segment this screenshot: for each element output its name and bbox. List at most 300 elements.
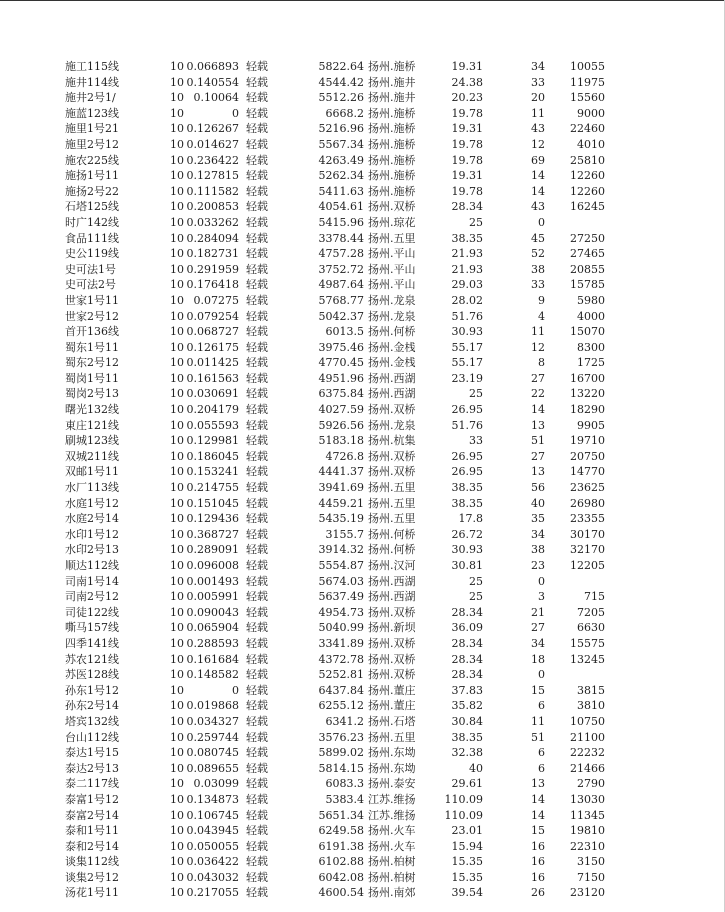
length-cell: 24.38 <box>451 75 483 89</box>
voltage-cell: 10 <box>170 340 184 354</box>
amount-cell: 26980 <box>570 496 605 510</box>
voltage-cell: 10 <box>170 153 184 167</box>
amount-cell: 16245 <box>570 200 605 214</box>
substation-cell: 扬州.施桥 <box>368 60 416 73</box>
substation-cell: 扬州.西湖 <box>368 574 416 588</box>
voltage-cell: 10 <box>170 91 184 105</box>
line-name-cell: 泰和2号14 <box>65 839 119 853</box>
load-status-cell: 轻载 <box>246 356 268 370</box>
length-cell: 30.84 <box>451 714 483 728</box>
length-cell: 17.8 <box>458 512 483 526</box>
length-cell: 32.38 <box>451 746 483 760</box>
table-row <box>0 839 725 855</box>
load-status-cell: 轻载 <box>246 839 268 853</box>
voltage-cell: 10 <box>170 481 184 495</box>
length-cell: 37.83 <box>451 683 483 697</box>
top-border <box>0 0 725 1</box>
length-cell: 21.93 <box>451 247 483 261</box>
count-cell: 21 <box>531 605 545 619</box>
amount-cell: 13030 <box>570 792 605 806</box>
capacity-cell: 5383.4 <box>325 792 364 806</box>
amount-cell: 20750 <box>570 449 605 463</box>
length-cell: 19.31 <box>451 60 483 73</box>
length-cell: 36.09 <box>451 621 483 635</box>
length-cell: 23.19 <box>451 371 483 385</box>
load-status-cell: 轻载 <box>246 106 268 120</box>
substation-cell: 江苏.维扬 <box>368 808 416 822</box>
substation-cell: 扬州.何桥 <box>368 543 416 557</box>
load-status-cell: 轻载 <box>246 387 268 401</box>
capacity-cell: 3155.7 <box>325 527 364 541</box>
capacity-cell: 4770.45 <box>318 356 364 370</box>
ratio-cell: 0.050055 <box>186 839 239 853</box>
table-row <box>0 355 725 371</box>
ratio-cell: 0.043032 <box>186 870 239 884</box>
length-cell: 30.93 <box>451 325 483 339</box>
amount-cell: 27465 <box>570 247 605 261</box>
ratio-cell: 0.134873 <box>186 792 239 806</box>
count-cell: 33 <box>531 278 545 292</box>
voltage-cell: 10 <box>170 184 184 198</box>
substation-cell: 扬州.双桥 <box>368 449 416 463</box>
ratio-cell: 0.291959 <box>186 262 239 276</box>
ratio-cell: 0.034327 <box>186 714 239 728</box>
count-cell: 11 <box>531 106 545 120</box>
line-name-cell: 史公119线 <box>65 247 119 261</box>
ratio-cell: 0.289091 <box>186 543 239 557</box>
load-status-cell: 轻载 <box>246 481 268 495</box>
count-cell: 26 <box>531 886 545 900</box>
count-cell: 15 <box>531 824 545 838</box>
capacity-cell: 5768.77 <box>318 293 364 307</box>
amount-cell: 4010 <box>577 137 605 151</box>
count-cell: 6 <box>538 699 545 713</box>
table-row <box>0 168 725 184</box>
ratio-cell: 0.214755 <box>186 481 239 495</box>
line-name-cell: 施蓝123线 <box>65 106 119 120</box>
voltage-cell: 10 <box>170 403 184 417</box>
substation-cell: 扬州.泰安 <box>368 777 416 791</box>
table-row <box>0 589 725 605</box>
capacity-cell: 5926.56 <box>318 418 364 432</box>
ratio-cell: 0.10064 <box>193 91 239 105</box>
load-status-cell: 轻载 <box>246 215 268 229</box>
capacity-cell: 5216.96 <box>318 122 364 136</box>
load-status-cell: 轻载 <box>246 184 268 198</box>
length-cell: 25 <box>469 590 483 604</box>
count-cell: 27 <box>531 621 545 635</box>
voltage-cell: 10 <box>170 356 184 370</box>
substation-cell: 扬州.金桟 <box>368 356 416 370</box>
substation-cell: 扬州.施桥 <box>368 184 416 198</box>
line-name-cell: 汤花1号11 <box>65 886 119 900</box>
capacity-cell: 5567.34 <box>318 137 364 151</box>
amount-cell: 15785 <box>570 278 605 292</box>
line-name-cell: 水印2号13 <box>65 543 119 557</box>
length-cell: 38.35 <box>451 496 483 510</box>
table-row <box>0 480 725 496</box>
line-name-cell: 水厂113线 <box>65 481 119 495</box>
table-row <box>0 199 725 215</box>
length-cell: 19.78 <box>451 106 483 120</box>
amount-cell: 22310 <box>570 839 605 853</box>
table-row <box>0 402 725 418</box>
voltage-cell: 10 <box>170 543 184 557</box>
amount-cell: 19810 <box>570 824 605 838</box>
line-name-cell: 苏农121线 <box>65 652 119 666</box>
capacity-cell: 6668.2 <box>325 106 364 120</box>
substation-cell: 扬州.五里 <box>368 231 416 245</box>
table-row <box>0 823 725 839</box>
table-row <box>0 371 725 387</box>
length-cell: 19.31 <box>451 122 483 136</box>
substation-cell: 扬州.双桥 <box>368 200 416 214</box>
substation-cell: 扬州.火车 <box>368 824 416 838</box>
substation-cell: 扬州.南郊 <box>368 886 416 900</box>
count-cell: 15 <box>531 683 545 697</box>
capacity-cell: 5512.26 <box>318 91 364 105</box>
capacity-cell: 5411.63 <box>318 184 364 198</box>
capacity-cell: 6249.58 <box>318 824 364 838</box>
load-status-cell: 轻载 <box>246 683 268 697</box>
table-row <box>0 542 725 558</box>
voltage-cell: 10 <box>170 325 184 339</box>
substation-cell: 扬州.董庄 <box>368 699 416 713</box>
substation-cell: 扬州.五里 <box>368 730 416 744</box>
table-row <box>0 745 725 761</box>
length-cell: 51.76 <box>451 418 483 432</box>
line-name-cell: 水庭2号14 <box>65 512 119 526</box>
substation-cell: 扬州.东坳 <box>368 761 416 775</box>
table-row <box>0 714 725 730</box>
voltage-cell: 10 <box>170 668 184 682</box>
table-row <box>0 433 725 449</box>
count-cell: 13 <box>531 777 545 791</box>
count-cell: 14 <box>531 184 545 198</box>
line-name-cell: 泰达2号13 <box>65 761 119 775</box>
table-row <box>0 605 725 621</box>
substation-cell: 扬州.双桥 <box>368 605 416 619</box>
length-cell: 19.31 <box>451 169 483 183</box>
count-cell: 43 <box>531 122 545 136</box>
count-cell: 14 <box>531 792 545 806</box>
load-status-cell: 轻载 <box>246 855 268 869</box>
count-cell: 14 <box>531 169 545 183</box>
amount-cell: 19710 <box>570 434 605 448</box>
ratio-cell: 0.036422 <box>186 855 239 869</box>
count-cell: 16 <box>531 855 545 869</box>
substation-cell: 扬州.董庄 <box>368 683 416 697</box>
amount-cell: 23355 <box>570 512 605 526</box>
capacity-cell: 5415.96 <box>318 215 364 229</box>
load-status-cell: 轻载 <box>246 496 268 510</box>
load-status-cell: 轻载 <box>246 777 268 791</box>
count-cell: 23 <box>531 559 545 572</box>
ratio-cell: 0.001493 <box>186 574 239 588</box>
voltage-cell: 10 <box>170 309 184 323</box>
capacity-cell: 4263.49 <box>318 153 364 167</box>
count-cell: 6 <box>538 761 545 775</box>
length-cell: 38.35 <box>451 730 483 744</box>
line-name-cell: 東庄121线 <box>65 418 119 432</box>
count-cell: 51 <box>531 434 545 448</box>
load-status-cell: 轻载 <box>246 403 268 417</box>
load-status-cell: 轻载 <box>246 449 268 463</box>
voltage-cell: 10 <box>170 590 184 604</box>
ratio-cell: 0.011425 <box>186 356 239 370</box>
length-cell: 51.76 <box>451 309 483 323</box>
voltage-cell: 10 <box>170 418 184 432</box>
line-name-cell: 水印1号12 <box>65 527 119 541</box>
line-name-cell: 施工115线 <box>65 60 119 73</box>
table-row <box>0 231 725 247</box>
length-cell: 30.81 <box>451 559 483 572</box>
voltage-cell: 10 <box>170 262 184 276</box>
length-cell: 26.72 <box>451 527 483 541</box>
line-name-cell: 双城211线 <box>65 449 119 463</box>
table-row <box>0 776 725 792</box>
load-status-cell: 轻载 <box>246 870 268 884</box>
ratio-cell: 0.153241 <box>186 465 239 479</box>
capacity-cell: 3341.89 <box>318 636 364 650</box>
amount-cell: 18290 <box>570 403 605 417</box>
substation-cell: 扬州.平山 <box>368 247 416 261</box>
line-name-cell: 食品111线 <box>65 231 119 245</box>
ratio-cell: 0.161684 <box>186 652 239 666</box>
ratio-cell: 0.03099 <box>193 777 239 791</box>
count-cell: 35 <box>531 512 545 526</box>
count-cell: 45 <box>531 231 545 245</box>
ratio-cell: 0.368727 <box>186 527 239 541</box>
length-cell: 28.34 <box>451 200 483 214</box>
length-cell: 39.54 <box>451 886 483 900</box>
table-row <box>0 449 725 465</box>
count-cell: 51 <box>531 730 545 744</box>
amount-cell: 13245 <box>570 652 605 666</box>
capacity-cell: 4954.73 <box>318 605 364 619</box>
ratio-cell: 0.030691 <box>186 387 239 401</box>
table-row <box>0 730 725 746</box>
substation-cell: 扬州.琼花 <box>368 215 416 229</box>
substation-cell: 扬州.施桥 <box>368 106 416 120</box>
table-row <box>0 511 725 527</box>
line-name-cell: 蜀东1号11 <box>65 340 119 354</box>
voltage-cell: 10 <box>170 559 184 572</box>
capacity-cell: 6083.3 <box>325 777 364 791</box>
voltage-cell: 10 <box>170 839 184 853</box>
voltage-cell: 10 <box>170 387 184 401</box>
length-cell: 30.93 <box>451 543 483 557</box>
count-cell: 38 <box>531 543 545 557</box>
capacity-cell: 4372.78 <box>318 652 364 666</box>
voltage-cell: 10 <box>170 496 184 510</box>
ratio-cell: 0.080745 <box>186 746 239 760</box>
voltage-cell: 10 <box>170 75 184 89</box>
voltage-cell: 10 <box>170 106 184 120</box>
substation-cell: 扬州.施井 <box>368 91 416 105</box>
table-row <box>0 418 725 434</box>
ratio-cell: 0.284094 <box>186 231 239 245</box>
line-name-cell: 蜀岗1号11 <box>65 371 119 385</box>
load-status-cell: 轻载 <box>246 247 268 261</box>
count-cell: 12 <box>531 137 545 151</box>
line-name-cell: 施里2号12 <box>65 137 119 151</box>
amount-cell: 9905 <box>577 418 605 432</box>
voltage-cell: 10 <box>170 636 184 650</box>
table-row <box>0 215 725 231</box>
load-status-cell: 轻载 <box>246 465 268 479</box>
load-status-cell: 轻载 <box>246 153 268 167</box>
load-status-cell: 轻载 <box>246 91 268 105</box>
ratio-cell: 0.186045 <box>186 449 239 463</box>
capacity-cell: 4027.59 <box>318 403 364 417</box>
amount-cell: 3815 <box>577 683 605 697</box>
capacity-cell: 6013.5 <box>325 325 364 339</box>
voltage-cell: 10 <box>170 527 184 541</box>
table-row <box>0 262 725 278</box>
table-row <box>0 870 725 886</box>
amount-cell: 6630 <box>577 621 605 635</box>
substation-cell: 扬州.五里 <box>368 512 416 526</box>
ratio-cell: 0.068727 <box>186 325 239 339</box>
line-name-cell: 时广142线 <box>65 215 119 229</box>
load-status-cell: 轻载 <box>246 169 268 183</box>
length-cell: 110.09 <box>444 808 483 822</box>
ratio-cell: 0.148582 <box>186 668 239 682</box>
substation-cell: 扬州.龙泉 <box>368 418 416 432</box>
voltage-cell: 10 <box>170 169 184 183</box>
amount-cell: 14770 <box>570 465 605 479</box>
load-status-cell: 轻载 <box>246 60 268 73</box>
ratio-cell: 0.288593 <box>186 636 239 650</box>
amount-cell: 21100 <box>570 730 605 744</box>
capacity-cell: 5822.64 <box>318 60 364 73</box>
substation-cell: 扬州.新坝 <box>368 621 416 635</box>
substation-cell: 扬州.双桥 <box>368 465 416 479</box>
capacity-cell: 5183.18 <box>318 434 364 448</box>
load-status-cell: 轻载 <box>246 231 268 245</box>
ratio-cell: 0.161563 <box>186 371 239 385</box>
count-cell: 34 <box>531 60 545 73</box>
voltage-cell: 10 <box>170 434 184 448</box>
line-name-cell: 司徒122线 <box>65 605 119 619</box>
voltage-cell: 10 <box>170 761 184 775</box>
capacity-cell: 6042.08 <box>318 870 364 884</box>
load-status-cell: 轻载 <box>246 668 268 682</box>
length-cell: 28.34 <box>451 605 483 619</box>
ratio-cell: 0.140554 <box>186 75 239 89</box>
line-name-cell: 塔宾132线 <box>65 714 119 728</box>
voltage-cell: 10 <box>170 512 184 526</box>
count-cell: 43 <box>531 200 545 214</box>
voltage-cell: 10 <box>170 449 184 463</box>
capacity-cell: 5262.34 <box>318 169 364 183</box>
substation-cell: 扬州.双桥 <box>368 403 416 417</box>
length-cell: 25 <box>469 215 483 229</box>
line-name-cell: 泰达1号15 <box>65 746 119 760</box>
count-cell: 4 <box>538 309 545 323</box>
load-status-cell: 轻载 <box>246 730 268 744</box>
table-row <box>0 464 725 480</box>
count-cell: 11 <box>531 325 545 339</box>
ratio-cell: 0.055593 <box>186 418 239 432</box>
load-status-cell: 轻载 <box>246 309 268 323</box>
voltage-cell: 10 <box>170 371 184 385</box>
count-cell: 16 <box>531 839 545 853</box>
substation-cell: 扬州.施桥 <box>368 153 416 167</box>
ratio-cell: 0.217055 <box>186 886 239 900</box>
line-name-cell: 司南2号12 <box>65 590 119 604</box>
load-status-cell: 轻载 <box>246 714 268 728</box>
load-status-cell: 轻载 <box>246 418 268 432</box>
ratio-cell: 0.204179 <box>186 403 239 417</box>
capacity-cell: 6255.12 <box>318 699 364 713</box>
amount-cell: 12260 <box>570 184 605 198</box>
line-name-cell: 苏医128线 <box>65 668 119 682</box>
length-cell: 29.03 <box>451 278 483 292</box>
load-status-cell: 轻载 <box>246 746 268 760</box>
length-cell: 15.35 <box>451 855 483 869</box>
ratio-cell: 0.07275 <box>193 293 239 307</box>
line-name-cell: 水庭1号12 <box>65 496 119 510</box>
substation-cell: 扬州.五里 <box>368 481 416 495</box>
capacity-cell: 6437.84 <box>318 683 364 697</box>
count-cell: 20 <box>531 91 545 105</box>
line-name-cell: 史可法2号 <box>65 278 116 292</box>
count-cell: 14 <box>531 808 545 822</box>
line-name-cell: 司南1号14 <box>65 574 119 588</box>
capacity-cell: 4441.37 <box>318 465 364 479</box>
table-row <box>0 340 725 356</box>
spreadsheet-page <box>0 59 725 901</box>
amount-cell: 15070 <box>570 325 605 339</box>
voltage-cell: 10 <box>170 215 184 229</box>
count-cell: 11 <box>531 714 545 728</box>
load-status-cell: 轻载 <box>246 371 268 385</box>
length-cell: 15.94 <box>451 839 483 853</box>
load-status-cell: 轻载 <box>246 137 268 151</box>
length-cell: 21.93 <box>451 262 483 276</box>
substation-cell: 扬州.龙泉 <box>368 309 416 323</box>
amount-cell: 8300 <box>577 340 605 354</box>
load-status-cell: 轻载 <box>246 293 268 307</box>
length-cell: 28.34 <box>451 636 483 650</box>
substation-cell: 扬州.杭集 <box>368 434 416 448</box>
count-cell: 3 <box>538 590 545 604</box>
length-cell: 110.09 <box>444 792 483 806</box>
capacity-cell: 4459.21 <box>318 496 364 510</box>
length-cell: 55.17 <box>451 356 483 370</box>
count-cell: 16 <box>531 870 545 884</box>
capacity-cell: 5042.37 <box>318 309 364 323</box>
line-name-cell: 泰富1号12 <box>65 792 119 806</box>
voltage-cell: 10 <box>170 465 184 479</box>
ratio-cell: 0.043945 <box>186 824 239 838</box>
voltage-cell: 10 <box>170 746 184 760</box>
ratio-cell: 0.014627 <box>186 137 239 151</box>
capacity-cell: 5435.19 <box>318 512 364 526</box>
table-row <box>0 137 725 153</box>
load-status-cell: 轻载 <box>246 278 268 292</box>
line-name-cell: 刷城123线 <box>65 434 119 448</box>
load-status-cell: 轻载 <box>246 590 268 604</box>
table-row <box>0 792 725 808</box>
ratio-cell: 0.126267 <box>186 122 239 136</box>
capacity-cell: 3576.23 <box>318 730 364 744</box>
length-cell: 38.35 <box>451 231 483 245</box>
load-status-cell: 轻载 <box>246 621 268 635</box>
count-cell: 38 <box>531 262 545 276</box>
